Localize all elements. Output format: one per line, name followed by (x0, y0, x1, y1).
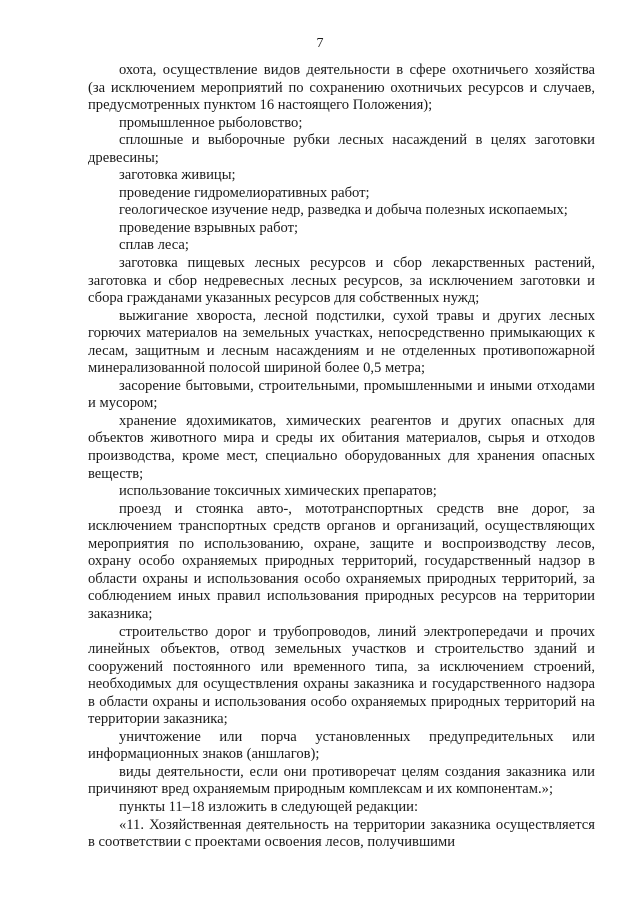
paragraph-burning: выжигание хвороста, лесной подстилки, сухой травы и других лесных горючих материалов на земельных участках, непосредственно примыкающих к лесам, защитным и лесным насаждениям и не отделенных противопожарной минерализованной полосой шириной более 0,5 метра; (88, 307, 595, 377)
paragraph-construction: строительство дорог и трубопроводов, линий электропередачи и прочих линейных объектов, отвод земельных участков и строительство зданий и сооружений постоянного или временного типа, за исключением строений, необходимых для осуществления охраны заказника и государственного надзора в области охраны и использования особо охраняемых природных территорий на территории заказника; (88, 623, 595, 728)
paragraph-blasting: проведение взрывных работ; (119, 219, 299, 236)
paragraph-other-activities: виды деятельности, если они противоречат целям создания заказника или причиняют вред охраняемым природным комплексам и их компонентам.»; (88, 763, 595, 798)
paragraph-amendment: пункты 11–18 изложить в следующей редакции: (119, 798, 419, 815)
paragraph-hydromelioration: проведение гидромелиоративных работ; (119, 184, 370, 201)
paragraph-geology: геологическое изучение недр, разведка и добыча полезных ископаемых; (119, 202, 568, 219)
paragraph-logging: сплошные и выборочные рубки лесных насаждений в целях заготовки древесины; (88, 132, 595, 166)
paragraph-littering: засорение бытовыми, строительными, промышленными и иными отходами и мусором; (88, 377, 595, 412)
paragraph-vehicles: проезд и стоянка авто-, мототранспортных средств вне дорог, за исключением транспортных средств органов и организаций, осуществляющих мероприятия по использованию, охране, защите и воспроизводству лесов, охрану особо охраняемых природных территорий, государственный надзор в области охраны и использования особо охраняемых природных территорий, за соблюдением иных правил использования природных ресурсов на территории заказника; (88, 500, 595, 622)
page-number: 7 (316, 36, 324, 51)
paragraph-resin: заготовка живицы; (119, 167, 236, 184)
paragraph-toxic-chemicals: использование токсичных химических препаратов; (119, 483, 437, 500)
paragraph-chemicals-storage: хранение ядохимикатов, химических реагентов и других опасных для объектов животного мира и среды их обитания материалов, сырья и отходов производства, кроме мест, специально оборудованных для хранения опасных веществ; (88, 412, 595, 482)
paragraph-hunting: охота, осуществление видов деятельности в сфере охотничьего хозяйства (за исключением мероприятий по сохранению охотничьих ресурсов и случаев, предусмотренных пунктом 16 настоящего Положения); (88, 62, 595, 114)
paragraph-food-resources: заготовка пищевых лесных ресурсов и сбор лекарственных растений, заготовка и сбор недревесных лесных ресурсов, за исключением заготовки и сбора гражданами указанных ресурсов для собственных нужд; (88, 255, 595, 307)
paragraph-timber-rafting: сплав леса; (119, 237, 189, 254)
paragraph-fishing: промышленное рыболовство; (119, 114, 303, 131)
paragraph-signs: уничтожение или порча установленных предупредительных или информационных знаков (аншлагов); (88, 728, 595, 763)
document-body (88, 62, 595, 852)
paragraph-item-11: «11. Хозяйственная деятельность на территории заказника осуществляется в соответствии с проектами освоения лесов, получившими (88, 816, 595, 851)
